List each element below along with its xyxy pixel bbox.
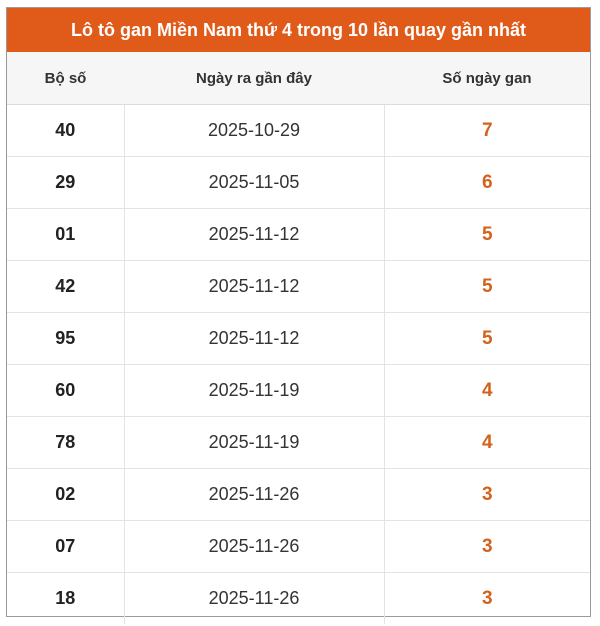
cell-number: 60 bbox=[7, 365, 124, 417]
table-row bbox=[7, 157, 590, 209]
header-days: Số ngày gan bbox=[384, 52, 590, 105]
cell-number: 78 bbox=[7, 417, 124, 469]
table-row bbox=[7, 105, 590, 157]
cell-number: 95 bbox=[7, 313, 124, 365]
header-last-date: Ngày ra gần đây bbox=[124, 52, 384, 105]
cell-days: 5 bbox=[384, 209, 590, 261]
cell-last-date: 2025-10-29 bbox=[124, 105, 384, 157]
table-row bbox=[7, 365, 590, 417]
table-row bbox=[7, 521, 590, 573]
cell-last-date: 2025-11-19 bbox=[124, 417, 384, 469]
cell-days: 3 bbox=[384, 521, 590, 573]
table-row bbox=[7, 469, 590, 521]
cell-days: 3 bbox=[384, 469, 590, 521]
cell-last-date: 2025-11-26 bbox=[124, 573, 384, 625]
cell-last-date: 2025-11-12 bbox=[124, 209, 384, 261]
cell-last-date: 2025-11-26 bbox=[124, 469, 384, 521]
table-row bbox=[7, 417, 590, 469]
table-row bbox=[7, 573, 590, 625]
cell-days: 4 bbox=[384, 365, 590, 417]
table-title: Lô tô gan Miền Nam thứ 4 trong 10 lần quay gần nhất bbox=[7, 8, 590, 52]
cell-days: 6 bbox=[384, 157, 590, 209]
cell-last-date: 2025-11-19 bbox=[124, 365, 384, 417]
table-row bbox=[7, 313, 590, 365]
lo-gan-table bbox=[7, 52, 590, 624]
lo-gan-table-card bbox=[6, 7, 591, 617]
cell-number: 29 bbox=[7, 157, 124, 209]
cell-number: 01 bbox=[7, 209, 124, 261]
cell-days: 7 bbox=[384, 105, 590, 157]
table-header-row bbox=[7, 52, 590, 105]
table-row bbox=[7, 209, 590, 261]
cell-days: 5 bbox=[384, 313, 590, 365]
cell-last-date: 2025-11-12 bbox=[124, 313, 384, 365]
cell-number: 42 bbox=[7, 261, 124, 313]
cell-last-date: 2025-11-26 bbox=[124, 521, 384, 573]
cell-last-date: 2025-11-05 bbox=[124, 157, 384, 209]
cell-number: 40 bbox=[7, 105, 124, 157]
cell-number: 07 bbox=[7, 521, 124, 573]
cell-days: 4 bbox=[384, 417, 590, 469]
table-row bbox=[7, 261, 590, 313]
cell-days: 3 bbox=[481, 587, 493, 609]
cell-number: 18 bbox=[7, 573, 124, 625]
header-number: Bộ số bbox=[7, 52, 124, 105]
cell-days: 5 bbox=[384, 261, 590, 313]
cell-last-date: 2025-11-12 bbox=[124, 261, 384, 313]
cell-number: 02 bbox=[7, 469, 124, 521]
